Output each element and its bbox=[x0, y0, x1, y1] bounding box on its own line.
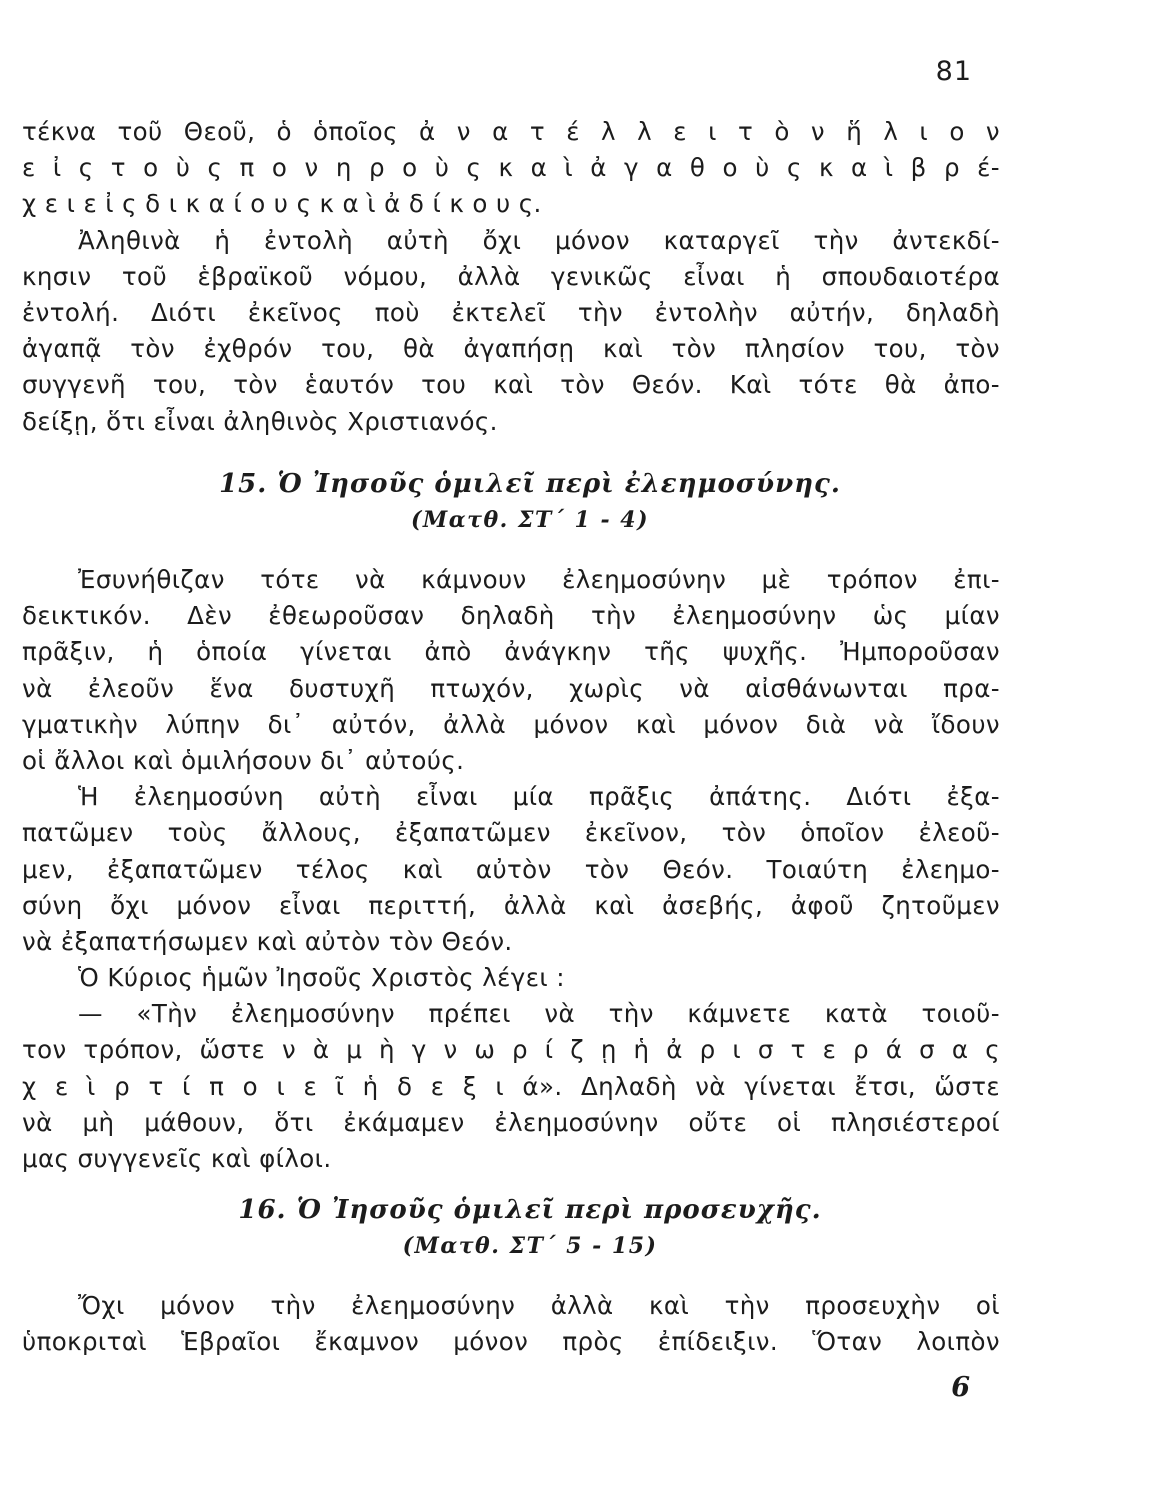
text-line: νὰ ἐξαπατήσωμεν καὶ αὐτὸν τὸν Θεόν. bbox=[22, 926, 513, 956]
text-line: χ ε ὶ ρ τ ί π ο ι ε ῖ ἡ δ ε ξ ι ά». Δηλαδὴ νὰ γίνεται ἔτσι, ὥστε bbox=[22, 1071, 1000, 1101]
page-number: 81 bbox=[935, 56, 972, 87]
text-line: Ἐσυνήθιζαν τότε νὰ κάμνουν ἐλεημοσύνην μὲ τρόπον ἐπι- bbox=[78, 565, 1000, 594]
text-line: ἀγαπᾷ τὸν ἐχθρόν του, θὰ ἀγαπήσῃ καὶ τὸν πλησίον του, τὸν bbox=[22, 334, 1000, 364]
text-line: τέκνα τοῦ Θεοῦ, ὁ ὁποῖος ἀ ν α τ έ λ λ ε ι τ ὸ ν ἥ λ ι ο ν bbox=[22, 117, 1000, 146]
text-line: οἱ ἄλλοι καὶ ὁμιλήσουν δι᾽ αὐτούς. bbox=[22, 745, 465, 775]
text-line: πατῶμεν τοὺς ἄλλους, ἐξαπατῶμεν ἐκεῖνον, τὸν ὁποῖον ἐλεοῦ- bbox=[22, 818, 1000, 848]
text-line: πρᾶξιν, ἡ ὁποία γίνεται ἀπὸ ἀνάγκην τῆς ψυχῆς. Ἠμποροῦσαν bbox=[22, 637, 1000, 667]
text-line: Ὄχι μόνον τὴν ἐλεημοσύνην ἀλλὰ καὶ τὴν προσευχὴν οἱ bbox=[78, 1291, 1000, 1320]
text-line: χ ε ι ε ἰ ς δ ι κ α ί ο υ ς κ α ὶ ἀ δ ί κ ο υ ς. bbox=[22, 189, 542, 219]
heading-reference: (Ματθ. ΣΤ΄ 1 - 4) bbox=[410, 507, 650, 533]
text-line: συγγενῆ του, τὸν ἑαυτόν του καὶ τὸν Θεόν. Καὶ τότε θὰ ἀπο- bbox=[22, 370, 1000, 400]
heading-title: 15. Ὁ Ἰησοῦς ὁμιλεῖ περὶ ἐλεημοσύνης. bbox=[219, 469, 841, 499]
text-line: μεν, ἐξαπατῶμεν τέλος καὶ αὐτὸν τὸν Θεόν. Τοιαύτη ἐλεημο- bbox=[22, 854, 1000, 884]
text-line: — «Τὴν ἐλεημοσύνην πρέπει νὰ τὴν κάμνετε κατὰ τοιοῦ- bbox=[78, 999, 1000, 1029]
text-line: μας συγγενεῖς καὶ φίλοι. bbox=[22, 1144, 332, 1173]
section-heading-15 bbox=[0, 464, 1060, 536]
text-line: ὑποκριταὶ Ἑβραῖοι ἔκαμνον μόνον πρὸς ἐπίδειξιν. Ὅταν λοιπὸν bbox=[22, 1327, 1000, 1357]
paragraph-block-3 bbox=[22, 1288, 1000, 1360]
text-line: ε ἰ ς τ ο ὺ ς π ο ν η ρ ο ὺ ς κ α ὶ ἀ γ α θ ο ὺ ς κ α ὶ β ρ έ- bbox=[22, 153, 1000, 183]
paragraph-block-2 bbox=[22, 562, 1000, 1177]
text-line: Ὁ Κύριος ἡμῶν Ἰησοῦς Χριστὸς λέγει : bbox=[78, 963, 565, 993]
text-line: Ἡ ἐλεημοσύνη αὐτὴ εἶναι μία πρᾶξις ἀπάτης. Διότι ἐξα- bbox=[78, 782, 1000, 812]
text-line: κησιν τοῦ ἑβραϊκοῦ νόμου, ἀλλὰ γενικῶς εἶναι ἡ σπουδαιοτέρα bbox=[22, 261, 1000, 291]
text-line: νὰ ἐλεοῦν ἕνα δυστυχῆ πτωχόν, χωρὶς νὰ αἰσθάνωνται πρα- bbox=[22, 673, 1000, 703]
heading-title: 16. Ὁ Ἰησοῦς ὁμιλεῖ περὶ προσευχῆς. bbox=[238, 1195, 822, 1225]
heading-reference: (Ματθ. ΣΤ΄ 5 - 15) bbox=[402, 1233, 658, 1259]
text-line: δείξῃ, ὅτι εἶναι ἀληθινὸς Χριστιανός. bbox=[22, 406, 498, 436]
text-line: τον τρόπον, ὥστε ν ὰ μ ὴ γ ν ω ρ ί ζ ῃ ἡ ἀ ρ ι σ τ ε ρ ά σ α ς bbox=[22, 1035, 1000, 1065]
text-line: δεικτικόν. Δὲν ἐθεωροῦσαν δηλαδὴ τὴν ἐλεημοσύνην ὡς μίαν bbox=[22, 601, 1000, 631]
text-line: Ἀληθινὰ ἡ ἐντολὴ αὐτὴ ὄχι μόνον καταργεῖ τὴν ἀντεκδί- bbox=[78, 225, 1000, 255]
text-line: νὰ μὴ μάθουν, ὅτι ἐκάμαμεν ἐλεημοσύνην οὔτε οἱ πλησιέστεροί bbox=[22, 1107, 1000, 1137]
signature-mark: 6 bbox=[951, 1372, 970, 1403]
text-line: ἐντολή. Διότι ἐκεῖνος ποὺ ἐκτελεῖ τὴν ἐντολὴν αὐτήν, δηλαδὴ bbox=[22, 297, 1000, 327]
text-line: σύνη ὄχι μόνον εἶναι περιττή, ἀλλὰ καὶ ἀσεβής, ἀφοῦ ζητοῦμεν bbox=[22, 890, 1000, 920]
paragraph-block-1 bbox=[22, 114, 1000, 440]
text-line: γματικὴν λύπην δι᾽ αὐτόν, ἀλλὰ μόνον καὶ μόνον διὰ νὰ ἴδουν bbox=[22, 709, 1000, 739]
section-heading-16 bbox=[0, 1190, 1060, 1262]
